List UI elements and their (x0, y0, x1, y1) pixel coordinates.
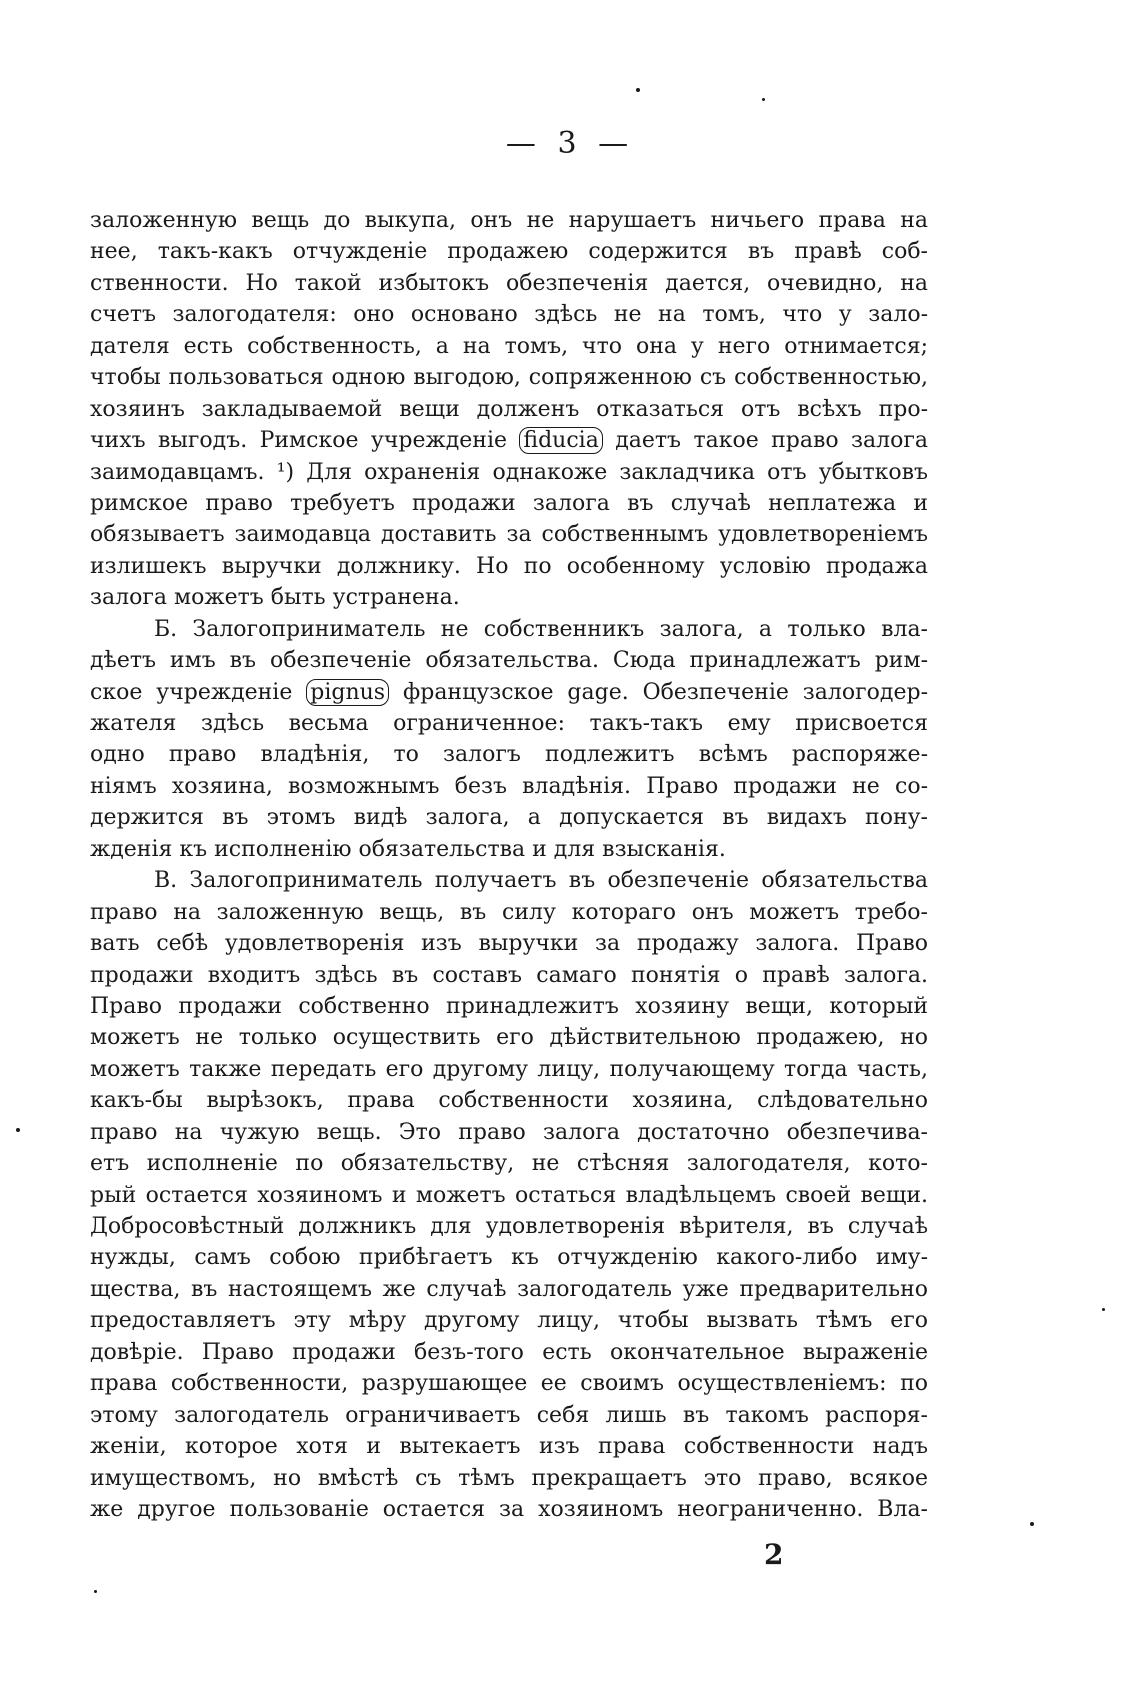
text-line (90, 1274, 928, 1305)
text-line (90, 457, 928, 488)
text-segment: жденія къ исполненію обязательства и для взысканія. (90, 836, 726, 862)
text-segment: щества, въ настоящемъ же случаѣ залогодатель уже предварительно (90, 1276, 928, 1302)
text-segment: рый остается хозяиномъ и можетъ остаться владѣльцемъ своей вещи. (90, 1182, 928, 1208)
text-line (90, 1022, 928, 1053)
text-line (90, 928, 928, 959)
text-line (90, 1494, 928, 1525)
text-line (90, 739, 928, 770)
text-line (90, 331, 928, 362)
text-line (90, 299, 928, 330)
text-segment: продажи входитъ здѣсь въ составъ самаго понятія о правѣ залога. (90, 962, 928, 988)
text-line (90, 1305, 928, 1336)
text-line (90, 1242, 928, 1273)
text-segment: французское gage. Обезпеченіе залогодер- (389, 679, 928, 705)
text-line (90, 488, 928, 519)
scan-speck (762, 98, 765, 101)
text-line (90, 205, 928, 236)
text-segment: право на заложенную вещь, въ силу котораго онъ можетъ требо- (90, 899, 928, 925)
text-line (90, 1211, 928, 1242)
text-segment: нужды, самъ собою прибѣгаетъ къ отчужденію какого-либо иму- (90, 1245, 928, 1271)
text-segment: Право продажи собственно принадлежитъ хозяину вещи, который (90, 993, 928, 1019)
text-segment: жателя здѣсь весьма ограниченное: такъ-такъ ему присвоется (90, 711, 928, 736)
text-line (90, 897, 928, 928)
text-segment: етъ исполненіе по обязательству, не стѣсняя залогодателя, кото- (90, 1151, 928, 1177)
text-segment: заложенную вещь до выкупа, онъ не нарушаетъ ничьего права на (90, 208, 928, 233)
text-segment: одно право владѣнія, то залогъ подлежитъ всѣмъ распоряже- (90, 742, 928, 768)
text-segment: же другое пользованіе остается за хозяиномъ неограниченно. Вла- (90, 1496, 928, 1522)
text-segment: дѣетъ имъ въ обезпеченіе обязательства. Сюда принадлежатъ рим- (90, 648, 928, 674)
text-line (90, 834, 928, 865)
body-text (90, 205, 928, 1525)
text-segment: женіи, которое хотя и вытекаетъ изъ права собственности надъ (90, 1434, 928, 1460)
text-segment: право на чужую вещь. Это право залога достаточно обезпечива- (90, 1119, 928, 1145)
scan-speck (16, 1128, 20, 1132)
text-line (90, 991, 928, 1022)
text-segment: залога можетъ быть устранена. (90, 585, 460, 611)
text-segment: счетъ залогодателя: оно основано здѣсь не на томъ, что у зало- (90, 302, 928, 328)
text-line (90, 362, 928, 393)
text-segment: нее, такъ-какъ отчужденіе продажею содержится въ правѣ соб- (90, 239, 928, 265)
text-segment: держится въ этомъ видѣ залога, а допускается въ видахъ пону- (90, 805, 928, 831)
text-segment: даетъ такое право залога (602, 428, 928, 454)
text-segment: чихъ выгодъ. Римское учрежденіе (90, 428, 520, 454)
text-line (90, 425, 928, 456)
text-segment: имуществомъ, но вмѣстѣ съ тѣмъ прекращаетъ это право, всякое (90, 1465, 928, 1491)
text-line (90, 677, 928, 708)
text-line (90, 1180, 928, 1211)
text-line (90, 1337, 928, 1368)
scan-speck (1030, 1522, 1034, 1526)
text-line (90, 268, 928, 299)
text-line (90, 1400, 928, 1431)
text-line (90, 1117, 928, 1148)
text-segment: дателя есть собственность, а на томъ, что она у него отнимается; (90, 333, 928, 359)
text-line (90, 236, 928, 267)
text-segment: хозяинъ закладываемой вещи долженъ отказаться отъ всѣхъ про- (90, 396, 928, 422)
text-line (90, 1054, 928, 1085)
text-segment: ніямъ хозяина, возможнымъ безъ владѣнія. Право продажи не со- (90, 773, 928, 799)
text-segment: Добросовѣстный должникъ для удовлетворенія вѣрителя, въ случаѣ (90, 1214, 928, 1239)
text-line (90, 1368, 928, 1399)
text-segment: предоставляетъ эту мѣру другому лицу, чтобы вызвать тѣмъ его (90, 1308, 928, 1334)
text-segment: этому залогодатель ограничиваетъ себя лишь въ такомъ распоря- (90, 1402, 928, 1428)
text-segment: ственности. Но такой избытокъ обезпеченія дается, очевидно, на (90, 270, 928, 296)
text-line (90, 551, 928, 582)
text-line (90, 394, 928, 425)
text-segment: Б. Залогоприниматель не собственникъ залога, а только вла- (154, 616, 928, 642)
boxed-term: pignus (306, 679, 389, 706)
text-line (90, 865, 928, 896)
text-segment: права собственности, разрушающее ее своимъ осуществленіемъ: по (90, 1371, 928, 1397)
text-segment: можетъ не только осуществить его дѣйствительною продажею, но (90, 1025, 928, 1051)
text-line (90, 582, 928, 613)
scan-speck (636, 88, 640, 92)
text-line (90, 614, 928, 645)
text-segment: заимодавцамъ. ¹) Для охраненія однакоже закладчика отъ убытковъ (90, 459, 928, 485)
text-segment: вать себѣ удовлетворенія изъ выручки за продажу залога. Право (90, 931, 928, 957)
scan-speck (1102, 1308, 1105, 1311)
text-line (90, 1148, 928, 1179)
text-segment: можетъ также передать его другому лицу, получающему тогда часть, (90, 1056, 928, 1082)
text-line (90, 771, 928, 802)
text-line (90, 1085, 928, 1116)
text-segment: довѣріе. Право продажи безъ-того есть окончательное выраженіе (90, 1339, 928, 1365)
text-line (90, 708, 928, 739)
text-line (90, 519, 928, 550)
boxed-term: fiducia (519, 427, 602, 454)
text-line (90, 802, 928, 833)
text-segment: чтобы пользоваться одною выгодою, сопряженною съ собственностью, (90, 365, 928, 391)
page-number: — 3 — (505, 126, 635, 161)
text-line (90, 1431, 928, 1462)
text-segment: какъ-бы вырѣзокъ, права собственности хозяина, слѣдовательно (90, 1088, 928, 1114)
text-line (90, 645, 928, 676)
text-segment: излишекъ выручки должнику. Но по особенному условію продажа (90, 553, 928, 579)
text-line (90, 1463, 928, 1494)
text-segment: ское учрежденіе (90, 679, 307, 705)
text-segment: В. Залогоприниматель получаетъ въ обезпеченіе обязательства (154, 868, 928, 894)
scan-speck (94, 1590, 97, 1593)
text-segment: обязываетъ заимодавца доставить за собственнымъ удовлетвореніемъ (90, 522, 928, 548)
text-line (90, 960, 928, 991)
signature-mark: 2 (764, 1538, 784, 1571)
text-segment: римское право требуетъ продажи залога въ случаѣ неплатежа и (90, 490, 928, 516)
